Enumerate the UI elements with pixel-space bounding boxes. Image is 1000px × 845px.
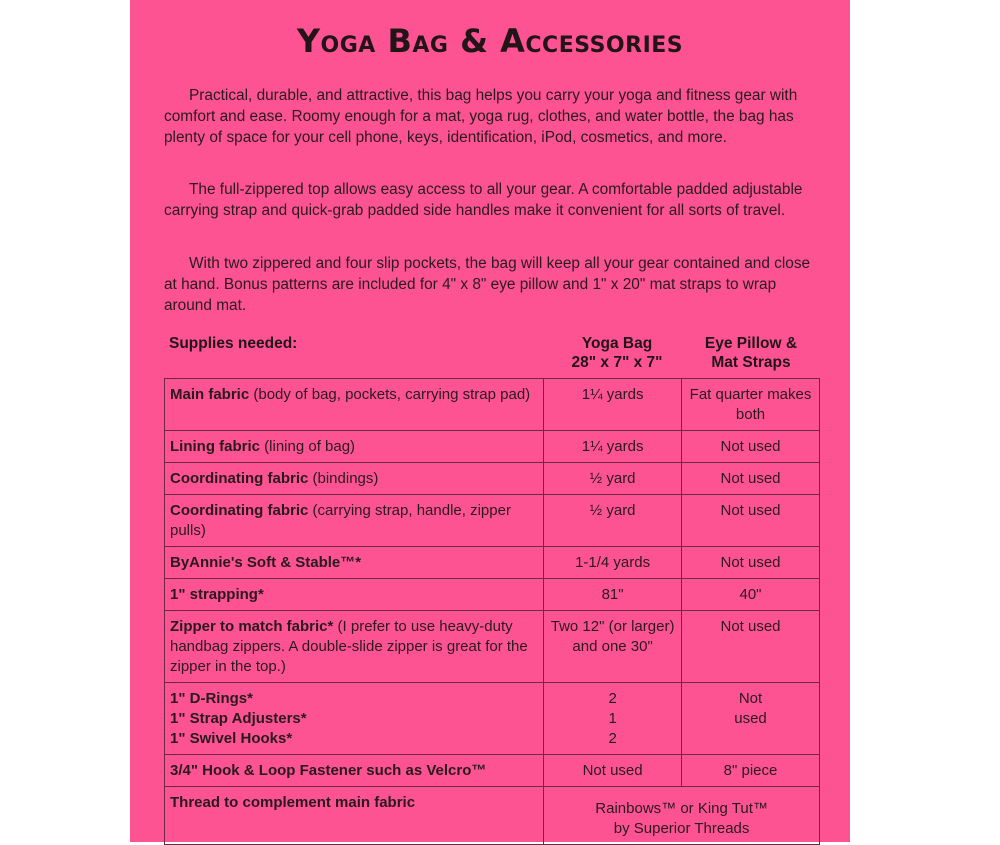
supply-item bbox=[165, 547, 544, 579]
amount-line: 2 bbox=[608, 690, 617, 707]
yoga-bag-column-header bbox=[548, 334, 686, 372]
supply-name: 1" D-Rings* bbox=[170, 690, 253, 707]
table-row bbox=[165, 683, 820, 755]
eye-pillow-amount: 40" bbox=[682, 579, 820, 611]
yoga-bag-amount bbox=[544, 683, 682, 755]
supply-name: 1" strapping* bbox=[170, 586, 264, 603]
supply-note: (carrying strap, handle, zipper pulls) bbox=[170, 502, 511, 539]
features-paragraph: The full-zippered top allows easy access to all your gear. A comfortable padded adjustable carrying strap and quick-grab padded side handles make it convenient for all sorts of travel. bbox=[164, 181, 803, 219]
supply-name: Coordinating fabric bbox=[170, 502, 309, 519]
supply-name: 3/4" Hook & Loop Fastener such as Velcro™ bbox=[170, 762, 487, 779]
page-title: Yoga Bag & Accessories bbox=[296, 22, 684, 60]
table-row bbox=[165, 379, 820, 431]
supply-name: Coordinating fabric bbox=[170, 470, 309, 487]
supply-item bbox=[165, 683, 544, 755]
supply-note: (body of bag, pockets, carrying strap pad) bbox=[249, 386, 531, 403]
amount-line: 2 bbox=[608, 730, 617, 747]
pockets-paragraph: With two zippered and four slip pockets, the bag will keep all your gear contained and close at hand. Bonus patterns are included for 4" x 8" eye pillow and 1" x 20" mat straps to wrap around mat. bbox=[164, 255, 811, 314]
table-row bbox=[165, 463, 820, 495]
thread-line: Rainbows™ or King Tut™ bbox=[595, 800, 768, 817]
yoga-bag-amount: 1¼ yards bbox=[544, 431, 682, 463]
table-row bbox=[165, 755, 820, 787]
yoga-bag-header-line1: Yoga Bag bbox=[581, 335, 653, 352]
table-row bbox=[165, 495, 820, 547]
product-card bbox=[130, 0, 850, 842]
supply-name: Thread to complement main fabric bbox=[170, 794, 416, 811]
supply-name: Zipper to match fabric* bbox=[170, 618, 334, 635]
eye-pillow-header-line1: Eye Pillow & bbox=[704, 335, 798, 352]
supply-item bbox=[165, 755, 544, 787]
table-row bbox=[165, 611, 820, 683]
amount-line: 1 bbox=[608, 710, 617, 727]
supply-item bbox=[165, 787, 544, 845]
supply-note: (lining of bag) bbox=[260, 438, 356, 455]
table-row bbox=[165, 431, 820, 463]
supply-name: ByAnnie's Soft & Stable™* bbox=[170, 554, 362, 571]
thread-recommendation bbox=[544, 787, 820, 845]
eye-pillow-amount: Not used bbox=[682, 611, 820, 683]
supply-item bbox=[165, 379, 544, 431]
yoga-bag-amount: 81" bbox=[544, 579, 682, 611]
supply-note: (I prefer to use heavy-duty handbag zippers. A double-slide zipper is great for the zipper in the top.) bbox=[170, 618, 528, 675]
table-row bbox=[165, 547, 820, 579]
thread-line: by Superior Threads bbox=[613, 820, 750, 837]
table-row bbox=[165, 579, 820, 611]
yoga-bag-amount: Two 12" (or larger) and one 30" bbox=[544, 611, 682, 683]
intro-paragraph: Practical, durable, and attractive, this bag helps you carry your yoga and fitness gear with comfort and ease. Roomy enough for a mat, yoga rug, clothes, and water bottle, the bag has plenty of space for your cell phone, keys, identification, iPod, cosmetics, and more. bbox=[164, 87, 798, 146]
eye-pillow-amount: 8" piece bbox=[682, 755, 820, 787]
supply-name: Main fabric bbox=[170, 386, 250, 403]
supplies-table bbox=[164, 378, 820, 845]
eye-pillow-column-header bbox=[682, 334, 820, 372]
supply-item bbox=[165, 495, 544, 547]
eye-pillow-header-line2: Mat Straps bbox=[711, 354, 791, 371]
eye-pillow-amount: Not used bbox=[682, 547, 820, 579]
supply-item bbox=[165, 579, 544, 611]
yoga-bag-amount: ½ yard bbox=[544, 495, 682, 547]
supplies-heading: Supplies needed: bbox=[169, 335, 298, 352]
supply-item bbox=[165, 463, 544, 495]
eye-pillow-amount: Not used bbox=[682, 463, 820, 495]
eye-pillow-amount: Not used bbox=[682, 431, 820, 463]
eye-pillow-amount: Fat quarter makes both bbox=[682, 379, 820, 431]
yoga-bag-header-line2: 28" x 7" x 7" bbox=[571, 354, 663, 371]
amount-line: Not used bbox=[734, 690, 767, 727]
eye-pillow-amount: Not used bbox=[682, 495, 820, 547]
table-row bbox=[165, 787, 820, 845]
yoga-bag-amount: ½ yard bbox=[544, 463, 682, 495]
supply-name: 1" Strap Adjusters* bbox=[170, 710, 307, 727]
eye-pillow-amount bbox=[682, 683, 820, 755]
supply-note: (bindings) bbox=[308, 470, 379, 487]
supply-name: 1" Swivel Hooks* bbox=[170, 730, 293, 747]
yoga-bag-amount: 1-1/4 yards bbox=[544, 547, 682, 579]
yoga-bag-amount: 1¼ yards bbox=[544, 379, 682, 431]
supply-item bbox=[165, 431, 544, 463]
supply-item bbox=[165, 611, 544, 683]
supply-name: Lining fabric bbox=[170, 438, 260, 455]
yoga-bag-amount: Not used bbox=[544, 755, 682, 787]
